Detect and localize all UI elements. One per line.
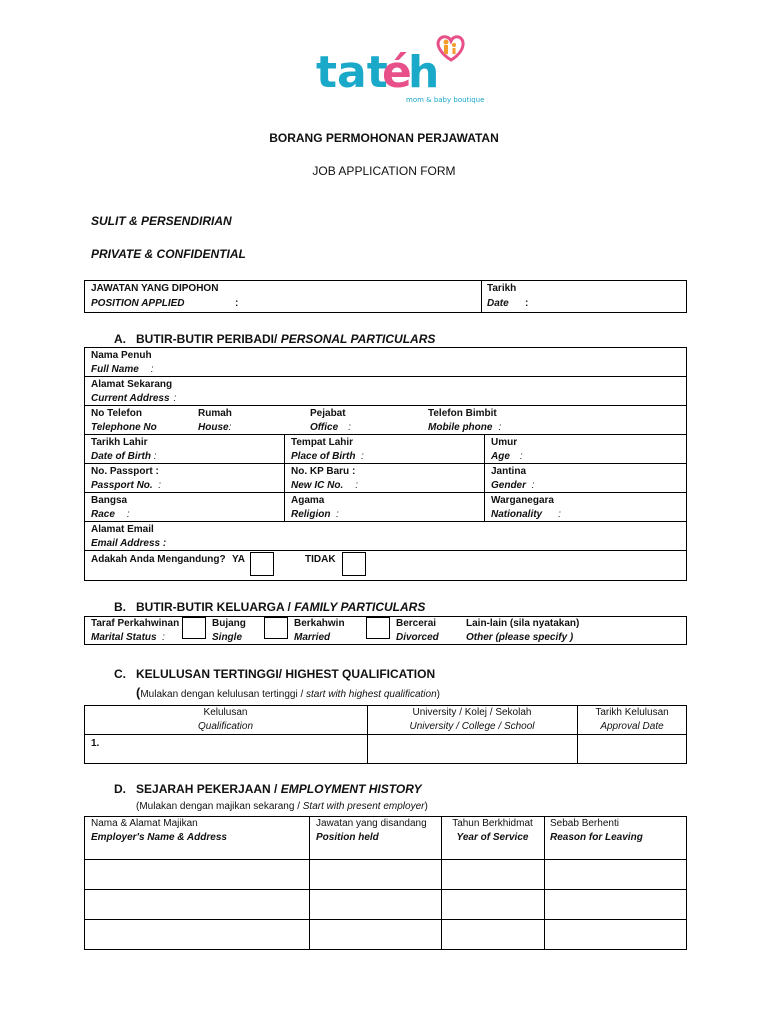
section-d-heading: D. SEJARAH PEKERJAAN / EMPLOYMENT HISTORY: [114, 782, 422, 796]
marital-label: Taraf Perkahwinan: [91, 618, 180, 629]
divorced-label-en: Divorced: [396, 632, 439, 643]
svg-text:h: h: [408, 47, 440, 98]
dob-input[interactable]: [165, 436, 280, 462]
email-label: Alamat Email: [91, 524, 154, 535]
marital-unlabeled-checkbox[interactable]: [182, 617, 206, 639]
marital-label-en: Marital Status :: [91, 632, 165, 643]
religion-label: Agama: [291, 495, 325, 506]
pregnant-no-checkbox[interactable]: [342, 552, 366, 576]
nationality-label-en: Nationality :: [491, 509, 561, 520]
dob-label-en: Date of Birth :: [91, 451, 157, 462]
pregnant-yes-label: YA: [232, 554, 245, 565]
section-c-heading: C. KELULUSAN TERTINGGI/ HIGHEST QUALIFICATION: [114, 667, 436, 681]
position-held-col-header-en: Position held: [316, 832, 379, 843]
divorced-label: Bercerai: [396, 618, 437, 629]
employment-row-1[interactable]: [86, 861, 685, 888]
gender-label: Jantina: [491, 466, 527, 477]
position-label-en: POSITION APPLIED: [91, 298, 185, 309]
religion-input[interactable]: [345, 494, 480, 520]
office-label: Pejabat: [310, 408, 346, 419]
age-label-en: Age :: [491, 451, 523, 462]
email-input[interactable]: [170, 523, 682, 549]
service-year-col-header: Tahun Berkhidmat: [452, 818, 533, 829]
form-title: BORANG PERMOHONAN PERJAWATAN: [269, 131, 499, 145]
ic-label: No. KP Baru :: [291, 466, 356, 477]
mobile-phone-input[interactable]: [510, 407, 682, 433]
age-label: Umur: [491, 437, 518, 448]
house-label-en: House:: [198, 422, 232, 433]
married-label-en: Married: [294, 632, 331, 643]
private-label-ms: SULIT & PERSENDIRIAN: [91, 214, 232, 228]
email-label-en: Email Address :: [91, 538, 167, 549]
address-input[interactable]: [180, 378, 682, 404]
passport-label-en: Passport No. :: [91, 480, 162, 491]
race-input[interactable]: [135, 494, 280, 520]
address-label: Alamat Sekarang: [91, 379, 173, 390]
pregnant-no-label: TIDAK: [305, 554, 336, 565]
date-label-ms: Tarikh: [487, 283, 517, 294]
service-year-col-header-en: Year of Service: [456, 832, 529, 843]
mobile-label: Telefon Bimbit: [428, 408, 497, 419]
form-subtitle: JOB APPLICATION FORM: [312, 164, 456, 178]
gender-label-en: Gender :: [491, 480, 535, 491]
single-label: Bujang: [212, 618, 246, 629]
phone-label: No Telefon: [91, 408, 142, 419]
race-label: Bangsa: [91, 495, 128, 506]
date-input[interactable]: [535, 282, 683, 311]
leaving-reason-col-header-en: Reason for Leaving: [550, 832, 643, 843]
employer-col-header-en: Employer's Name & Address: [91, 832, 227, 843]
position-held-col-header: Jawatan yang disandang: [316, 818, 427, 829]
pregnant-yes-checkbox[interactable]: [250, 552, 274, 576]
section-d-note: (Mulakan dengan majikan sekarang / Start with present employer): [136, 801, 428, 812]
age-input[interactable]: [530, 436, 682, 462]
single-label-en: Single: [212, 632, 243, 643]
dob-label: Tarikh Lahir: [91, 437, 148, 448]
married-checkbox[interactable]: [366, 617, 390, 639]
position-label-ms: JAWATAN YANG DIPOHON: [91, 283, 219, 294]
section-c-note: (Mulakan dengan kelulusan tertinggi / start with highest qualification): [136, 685, 440, 700]
date-label-en: Date: [487, 298, 509, 309]
nationality-input[interactable]: [570, 494, 682, 520]
pob-input[interactable]: [370, 436, 480, 462]
race-label-en: Race :: [91, 509, 130, 520]
other-label-en: Other (please specify ): [466, 632, 574, 643]
school-input[interactable]: [370, 736, 574, 762]
section-b-heading: B. BUTIR-BUTIR KELUARGA / FAMILY PARTICULARS: [114, 600, 426, 614]
school-col-header-en: University / College / School: [409, 721, 535, 732]
religion-label-en: Religion :: [291, 509, 339, 520]
qualification-row-number: 1.: [91, 738, 100, 749]
passport-label: No. Passport :: [91, 466, 159, 477]
qualification-col-header-en: Qualification: [197, 721, 254, 732]
pob-label-en: Place of Birth :: [291, 451, 364, 462]
gender-input[interactable]: [540, 465, 682, 491]
phone-label-en: Telephone No: [91, 422, 157, 433]
full-name-label: Nama Penuh: [91, 350, 152, 361]
approval-date-input[interactable]: [580, 736, 684, 762]
date-colon: :: [525, 298, 529, 309]
pob-label: Tempat Lahir: [291, 437, 354, 448]
pregnant-question: Adakah Anda Mengandung?: [91, 554, 226, 565]
employer-col-header: Nama & Alamat Majikan: [91, 818, 198, 829]
logo-graphic: [310, 30, 485, 110]
full-name-input[interactable]: [170, 349, 682, 375]
ic-label-en: New IC No. :: [291, 480, 359, 491]
single-checkbox[interactable]: [264, 617, 288, 639]
approval-date-col-header: Tarikh Kelulusan: [595, 707, 669, 718]
married-label: Berkahwin: [294, 618, 345, 629]
svg-text:é: é: [382, 47, 412, 98]
qualification-col-header: Kelulusan: [203, 707, 248, 718]
leaving-reason-col-header: Sebab Berhenti: [550, 818, 619, 829]
section-a-heading: A. BUTIR-BUTIR PERIBADI/ PERSONAL PARTICULARS: [114, 332, 436, 346]
nationality-label: Warganegara: [491, 495, 554, 506]
ic-input[interactable]: [365, 465, 480, 491]
house-phone-input[interactable]: [236, 407, 302, 433]
qualification-input[interactable]: [108, 736, 364, 762]
employment-row-3[interactable]: [86, 921, 685, 948]
approval-date-col-header-en: Approval Date: [600, 721, 664, 732]
address-label-en: Current Address :: [91, 393, 177, 404]
passport-input[interactable]: [165, 465, 280, 491]
school-col-header: University / Kolej / Sekolah: [412, 707, 532, 718]
office-label-en: Office :: [310, 422, 351, 433]
position-input[interactable]: [245, 282, 475, 311]
position-colon: :: [235, 298, 239, 309]
house-label: Rumah: [198, 408, 232, 419]
full-name-label-en: Full Name :: [91, 364, 154, 375]
svg-text:tat: tat: [316, 47, 388, 98]
mobile-label-en: Mobile phone :: [428, 422, 502, 433]
svg-text:mom & baby boutique: mom & baby boutique: [406, 96, 485, 104]
private-label-en: PRIVATE & CONFIDENTIAL: [91, 247, 246, 261]
employment-row-2[interactable]: [86, 891, 685, 918]
other-label: Lain-lain (sila nyatakan): [466, 618, 580, 629]
brand-logo: [310, 30, 485, 110]
office-phone-input[interactable]: [358, 407, 422, 433]
